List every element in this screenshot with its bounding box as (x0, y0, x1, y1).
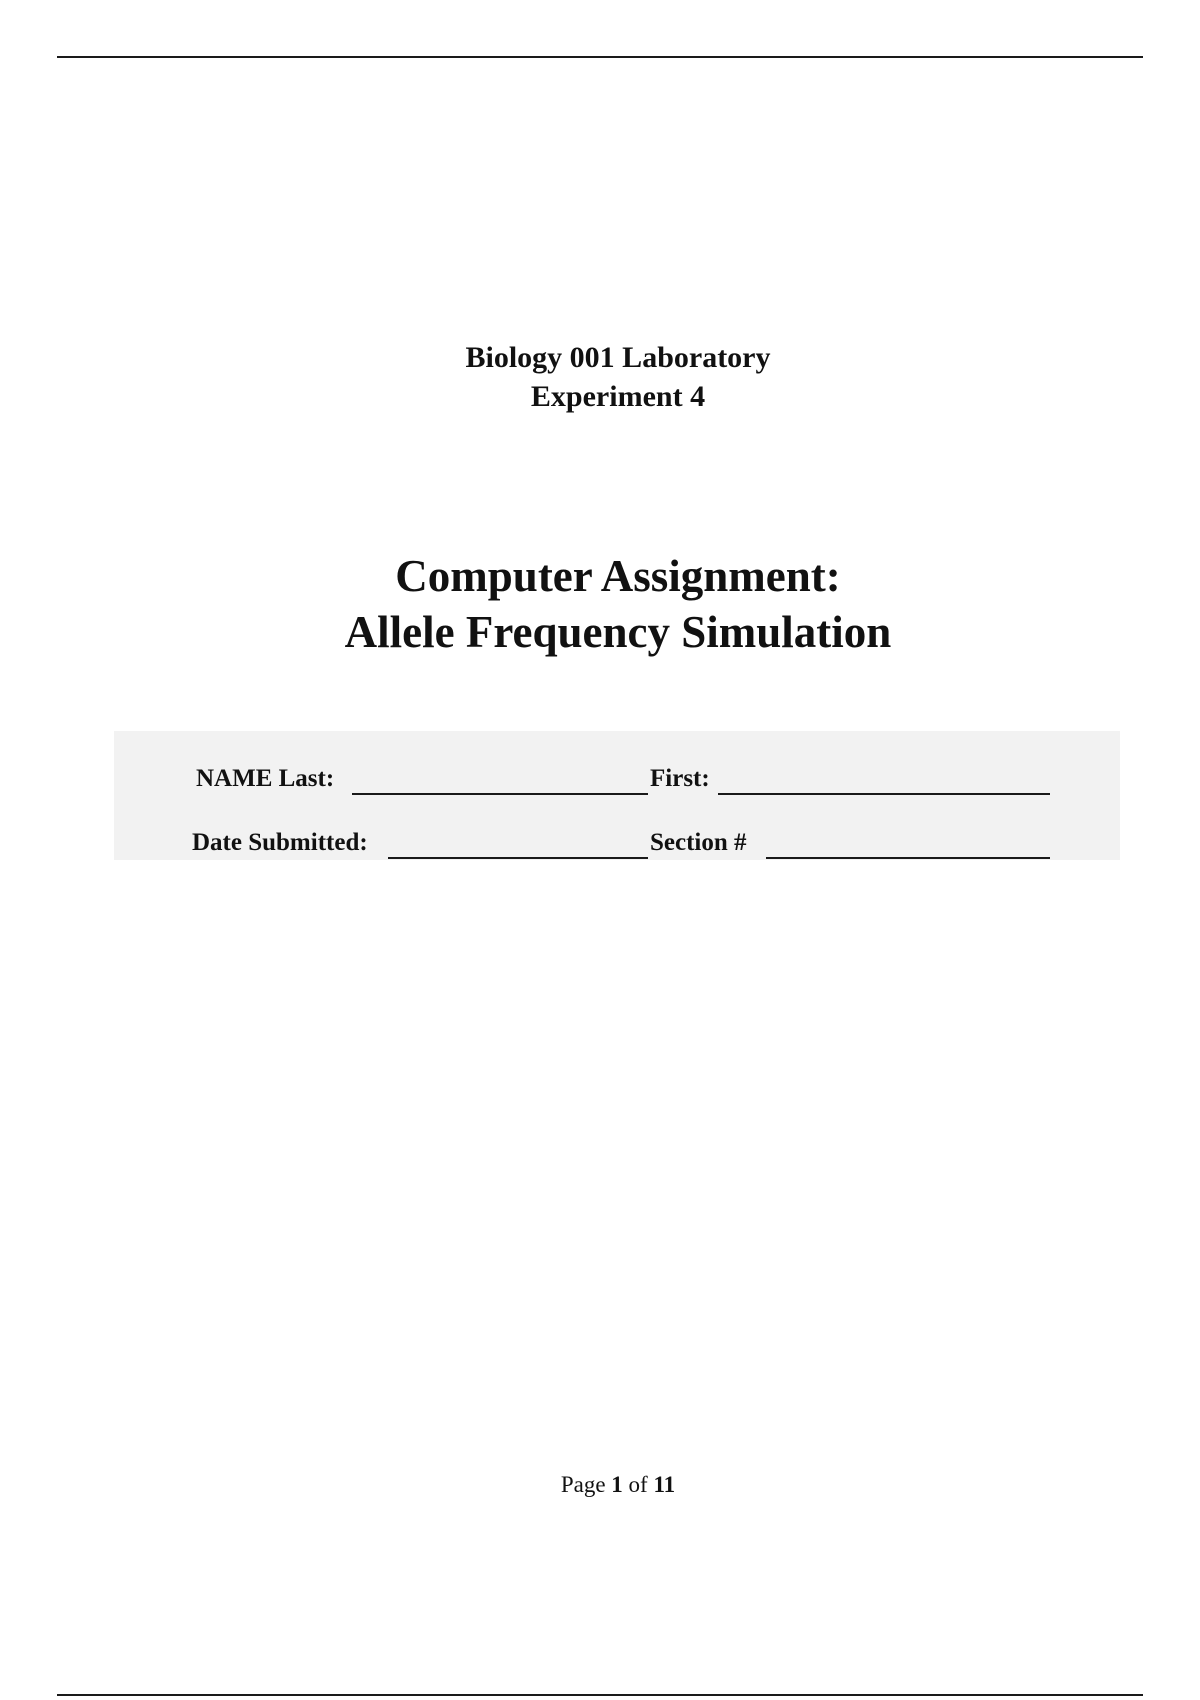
bottom-rule (57, 1694, 1143, 1696)
name-row (114, 759, 1120, 799)
current-page-number: 1 (611, 1472, 623, 1497)
date-submitted-label: Date Submitted: (192, 829, 368, 856)
experiment-number: Experiment 4 (530, 380, 706, 413)
title-line-2: Allele Frequency Simulation (344, 607, 892, 657)
section-number-label: Section # (650, 829, 747, 856)
name-last-label: NAME Last: (196, 765, 335, 792)
page-indicator (0, 1470, 1200, 1500)
page-word: Page (560, 1472, 606, 1497)
date-submitted-field[interactable] (388, 857, 648, 859)
name-last-field[interactable] (352, 793, 648, 795)
date-section-row (114, 823, 1120, 863)
document-title (0, 548, 1200, 660)
course-header (0, 338, 1200, 416)
total-pages-number: 11 (653, 1472, 676, 1497)
top-rule (57, 56, 1143, 58)
of-word: of (628, 1472, 648, 1497)
section-number-field[interactable] (766, 857, 1050, 859)
student-info-form (114, 731, 1120, 860)
title-line-1: Computer Assignment: (395, 551, 841, 601)
first-name-field[interactable] (718, 793, 1050, 795)
first-name-label: First: (650, 765, 710, 792)
course-name: Biology 001 Laboratory (465, 341, 771, 374)
